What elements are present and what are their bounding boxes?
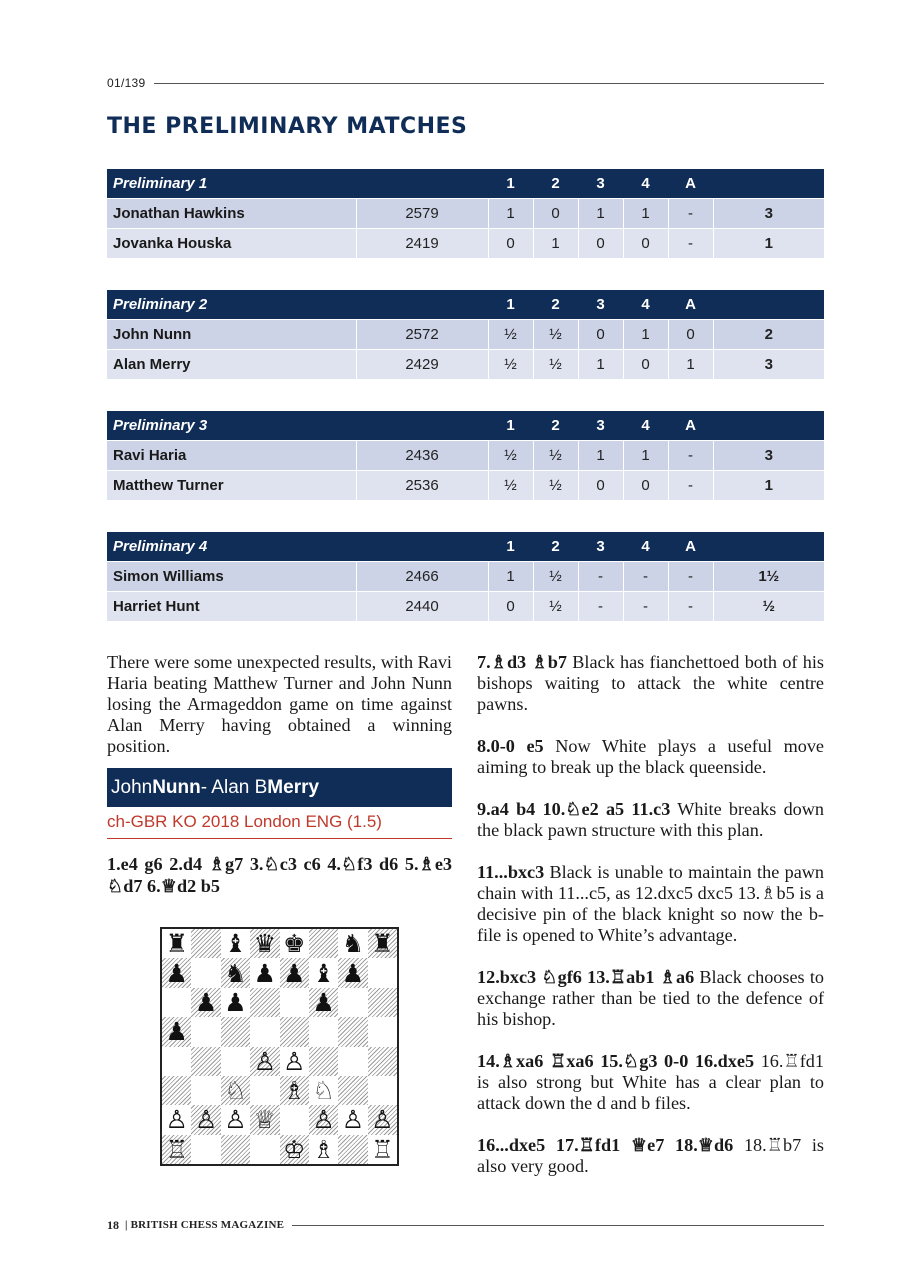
total-header (713, 290, 824, 320)
game-score: ½ (488, 471, 533, 501)
board-square (368, 1017, 397, 1046)
game-score: 0 (578, 229, 623, 259)
column-header: A (668, 169, 713, 199)
board-square (191, 988, 220, 1017)
board-square (250, 1017, 279, 1046)
board-square (221, 988, 250, 1017)
game-score: - (668, 199, 713, 229)
total-header (713, 169, 824, 199)
page-ref: 01/139 (107, 76, 146, 90)
column-header: 3 (578, 169, 623, 199)
game-score: - (668, 471, 713, 501)
move-sequence: 11...bxc3 (477, 862, 545, 882)
column-header: 1 (488, 411, 533, 441)
commentary-paragraph (477, 967, 824, 1030)
board-square (368, 1135, 397, 1164)
header-line (107, 74, 824, 92)
chess-piece-icon: ♙ (194, 1105, 218, 1135)
commentary-text: 18.♖b7 is also very good. (477, 1135, 825, 1176)
chess-piece-icon: ♝ (312, 958, 335, 988)
game-event: ch-GBR KO 2018 London ENG (1.5) (107, 812, 452, 839)
commentary-text: White breaks down the black pawn structure with this plan. (477, 799, 825, 840)
game-score: 0 (533, 199, 578, 229)
column-header: 2 (533, 290, 578, 320)
white-first: John (111, 776, 153, 798)
game-score: - (578, 592, 623, 622)
board-square (280, 1135, 309, 1164)
board-square (309, 929, 338, 958)
player-name: Harriet Hunt (107, 592, 356, 622)
move-sequence: 8.0-0 e5 (477, 736, 544, 756)
game-score: 1 (623, 199, 668, 229)
game-score: ½ (488, 350, 533, 380)
board-square (309, 1076, 338, 1105)
column-header: A (668, 411, 713, 441)
player-rating: 2466 (356, 562, 488, 592)
board-square (191, 929, 220, 958)
board-square (191, 1135, 220, 1164)
commentary-paragraph (477, 1051, 824, 1114)
game-score: 0 (578, 471, 623, 501)
table-row (107, 562, 824, 592)
board-square (338, 958, 367, 987)
total-score: 1 (713, 471, 824, 501)
table-row (107, 350, 824, 380)
board-square (368, 1047, 397, 1076)
player-rating: 2579 (356, 199, 488, 229)
commentary-text: Black is unable to maintain the pawn chain with 11...c5, as 12.dxc5 dxc5 13.♗b5 is a decisive pin of the black knight so now the b-file is opened to White’s advantage. (477, 862, 824, 945)
chess-piece-icon: ♙ (341, 1105, 365, 1135)
prelim-table (107, 290, 824, 379)
board-square (221, 1135, 250, 1164)
chess-piece-icon: ♟ (165, 958, 188, 988)
board-square (338, 1047, 367, 1076)
total-score: 1½ (713, 562, 824, 592)
board-square (368, 1076, 397, 1105)
board-square (338, 1017, 367, 1046)
board-square (338, 1135, 367, 1164)
chess-piece-icon: ♚ (282, 929, 306, 959)
board-square (368, 988, 397, 1017)
column-header: 2 (533, 411, 578, 441)
game-score: ½ (533, 562, 578, 592)
board-square (250, 929, 279, 958)
black-last: Merry (267, 776, 320, 798)
player-name: Alan Merry (107, 350, 356, 380)
chess-piece-icon: ♟ (341, 958, 365, 988)
column-header: 2 (533, 532, 578, 562)
total-header (713, 532, 824, 562)
table-row (107, 199, 824, 229)
publication-name: | BRITISH CHESS MAGAZINE (125, 1219, 285, 1231)
game-score: 1 (578, 199, 623, 229)
chess-piece-icon: ♙ (224, 1105, 247, 1135)
chess-piece-icon: ♖ (165, 1134, 188, 1164)
board-square (221, 1047, 250, 1076)
board-square (338, 988, 367, 1017)
table-row (107, 441, 824, 471)
chess-piece-icon: ♛ (253, 929, 277, 959)
chess-piece-icon: ♗ (312, 1134, 335, 1164)
board-square (221, 1017, 250, 1046)
total-score: 1 (713, 229, 824, 259)
commentary-paragraph (477, 799, 824, 841)
commentary-paragraph (477, 736, 824, 778)
commentary-column (477, 652, 824, 1198)
board-square (162, 1017, 191, 1046)
player-name: Ravi Haria (107, 441, 356, 471)
column-header: 1 (488, 290, 533, 320)
board-square (162, 988, 191, 1017)
player-name: Matthew Turner (107, 471, 356, 501)
game-score: - (668, 229, 713, 259)
board-square (191, 1105, 220, 1134)
commentary-paragraph (477, 1135, 824, 1177)
white-last: Nunn (152, 776, 201, 798)
board-square (309, 1105, 338, 1134)
board-square (162, 1047, 191, 1076)
game-score: ½ (533, 441, 578, 471)
game-score: - (668, 562, 713, 592)
game-score: 1 (578, 441, 623, 471)
board-square (280, 988, 309, 1017)
game-score: ½ (533, 320, 578, 350)
game-score: ½ (533, 592, 578, 622)
board-square (191, 1076, 220, 1105)
player-rating: 2436 (356, 441, 488, 471)
prelim-title: Preliminary 3 (107, 411, 488, 441)
board-square (191, 958, 220, 987)
board-square (191, 1047, 220, 1076)
chess-piece-icon: ♗ (282, 1076, 306, 1106)
game-score: 0 (623, 471, 668, 501)
commentary-paragraph (477, 862, 824, 946)
board-square (338, 1076, 367, 1105)
game-score: 1 (488, 562, 533, 592)
board-square (221, 958, 250, 987)
column-header: 1 (488, 169, 533, 199)
board-square (221, 1105, 250, 1134)
game-score: 0 (578, 320, 623, 350)
game-score: 1 (578, 350, 623, 380)
board-square (221, 929, 250, 958)
intro-column (107, 652, 452, 778)
game-score: 0 (488, 592, 533, 622)
board-square (309, 988, 338, 1017)
prelim-table (107, 169, 824, 258)
commentary-paragraph (477, 652, 824, 715)
player-rating: 2419 (356, 229, 488, 259)
game-moves: 1.e4 g6 2.d4 ♗g7 3.♘c3 c6 4.♘f3 d6 5.♗e3 ♘d7 6.♕d2 b5 (107, 854, 452, 896)
chess-piece-icon: ♜ (165, 929, 188, 959)
header-rule (154, 83, 824, 84)
board-square (162, 1135, 191, 1164)
total-score: 2 (713, 320, 824, 350)
total-score: 3 (713, 199, 824, 229)
board-square (250, 1105, 279, 1134)
table-row (107, 320, 824, 350)
game-score: 0 (488, 229, 533, 259)
player-rating: 2440 (356, 592, 488, 622)
commentary-text: Black chooses to exchange rather than be tied to the defence of his bishop. (477, 967, 824, 1029)
move-sequence: 16...dxe5 17.♖fd1 ♕e7 18.♕d6 (477, 1135, 734, 1155)
column-header: 4 (623, 169, 668, 199)
board-square (368, 929, 397, 958)
game-score: ½ (533, 350, 578, 380)
player-name: Jonathan Hawkins (107, 199, 356, 229)
board-square (280, 1105, 309, 1134)
board-square (338, 1105, 367, 1134)
chess-piece-icon: ♜ (371, 929, 394, 959)
player-rating: 2572 (356, 320, 488, 350)
chess-piece-icon: ♞ (224, 958, 247, 988)
prelim-table (107, 411, 824, 500)
board-square (250, 958, 279, 987)
prelim-title: Preliminary 1 (107, 169, 488, 199)
chess-piece-icon: ♞ (341, 929, 365, 959)
board-square (280, 1017, 309, 1046)
table-row (107, 471, 824, 501)
board-square (280, 1076, 309, 1105)
chess-piece-icon: ♟ (194, 987, 218, 1017)
column-header: A (668, 290, 713, 320)
game-score: - (578, 562, 623, 592)
column-header: 4 (623, 411, 668, 441)
player-name: Simon Williams (107, 562, 356, 592)
chess-piece-icon: ♙ (371, 1105, 394, 1135)
chess-piece-icon: ♔ (282, 1134, 306, 1164)
column-header: 3 (578, 532, 623, 562)
footer-rule (292, 1225, 824, 1226)
column-header: 2 (533, 169, 578, 199)
game-score: ½ (488, 441, 533, 471)
column-header: 4 (623, 290, 668, 320)
table-row (107, 592, 824, 622)
chess-piece-icon: ♝ (224, 929, 247, 959)
board-square (250, 1047, 279, 1076)
move-sequence: 14.♗xa6 ♖xa6 15.♘g3 0-0 16.dxe5 (477, 1051, 755, 1071)
board-square (162, 1076, 191, 1105)
chess-board-diagram (160, 927, 399, 1166)
intro-paragraph: There were some unexpected results, with Ravi Haria beating Matthew Turner and John Nunn losing the Armageddon game on time against Alan Merry having obtained a winning position. (107, 652, 452, 756)
move-sequence: 7.♗d3 ♗b7 (477, 652, 567, 672)
chess-piece-icon: ♟ (253, 958, 277, 988)
game-header (107, 768, 452, 807)
game-score: - (668, 441, 713, 471)
total-score: ½ (713, 592, 824, 622)
game-score: 1 (488, 199, 533, 229)
chess-piece-icon: ♙ (312, 1105, 335, 1135)
game-score: 0 (668, 320, 713, 350)
board-square (368, 1105, 397, 1134)
total-header (713, 411, 824, 441)
board-square (250, 988, 279, 1017)
page-number: 18 (107, 1217, 119, 1232)
board-square (309, 1017, 338, 1046)
prelim-title: Preliminary 4 (107, 532, 488, 562)
prelim-table (107, 532, 824, 621)
chess-piece-icon: ♙ (165, 1105, 188, 1135)
column-header: 1 (488, 532, 533, 562)
player-rating: 2536 (356, 471, 488, 501)
board-square (162, 1105, 191, 1134)
total-score: 3 (713, 441, 824, 471)
table-row (107, 229, 824, 259)
game-score: 1 (533, 229, 578, 259)
chess-piece-icon: ♕ (253, 1105, 277, 1135)
chess-piece-icon: ♖ (371, 1134, 394, 1164)
footer (107, 1216, 824, 1234)
chess-piece-icon: ♟ (224, 987, 247, 1017)
commentary-text: 16.♖fd1 is also strong but White has a clear plan to attack down the d and b files. (477, 1051, 824, 1113)
player-name: Jovanka Houska (107, 229, 356, 259)
chess-piece-icon: ♘ (312, 1076, 335, 1106)
column-header: 4 (623, 532, 668, 562)
total-score: 3 (713, 350, 824, 380)
board-square (338, 929, 367, 958)
board-square (280, 1047, 309, 1076)
game-score: 0 (623, 229, 668, 259)
board-square (191, 1017, 220, 1046)
game-score: ½ (488, 320, 533, 350)
player-rating: 2429 (356, 350, 488, 380)
commentary-text: Black has fianchettoed both of his bishops waiting to attack the white centre pawns. (477, 652, 824, 714)
game-score: - (623, 592, 668, 622)
board-square (250, 1135, 279, 1164)
chess-piece-icon: ♟ (312, 987, 335, 1017)
game-score: - (668, 592, 713, 622)
chess-piece-icon: ♟ (282, 958, 306, 988)
page-title: THE PRELIMINARY MATCHES (107, 114, 468, 139)
move-sequence: 12.bxc3 ♘gf6 13.♖ab1 ♗a6 (477, 967, 695, 987)
prelim-title: Preliminary 2 (107, 290, 488, 320)
game-score: - (623, 562, 668, 592)
column-header: 3 (578, 290, 623, 320)
commentary-text: Now White plays a useful move aiming to break up the black queenside. (477, 736, 824, 777)
board-square (162, 958, 191, 987)
game-score: 1 (623, 441, 668, 471)
chess-piece-icon: ♙ (253, 1046, 277, 1076)
board-square (309, 1047, 338, 1076)
board-square (309, 958, 338, 987)
chess-piece-icon: ♟ (165, 1017, 188, 1047)
chess-piece-icon: ♙ (282, 1046, 306, 1076)
player-name: John Nunn (107, 320, 356, 350)
game-score: 1 (668, 350, 713, 380)
board-square (250, 1076, 279, 1105)
board-square (368, 958, 397, 987)
column-header: 3 (578, 411, 623, 441)
board-square (162, 929, 191, 958)
game-score: ½ (533, 471, 578, 501)
game-score: 1 (623, 320, 668, 350)
column-header: A (668, 532, 713, 562)
game-sep: - Alan B (200, 776, 268, 798)
game-score: 0 (623, 350, 668, 380)
board-square (221, 1076, 250, 1105)
board-square (280, 958, 309, 987)
move-sequence: 9.a4 b4 10.♘e2 a5 11.c3 (477, 799, 671, 819)
board-square (280, 929, 309, 958)
board-square (309, 1135, 338, 1164)
chess-piece-icon: ♘ (224, 1076, 247, 1106)
